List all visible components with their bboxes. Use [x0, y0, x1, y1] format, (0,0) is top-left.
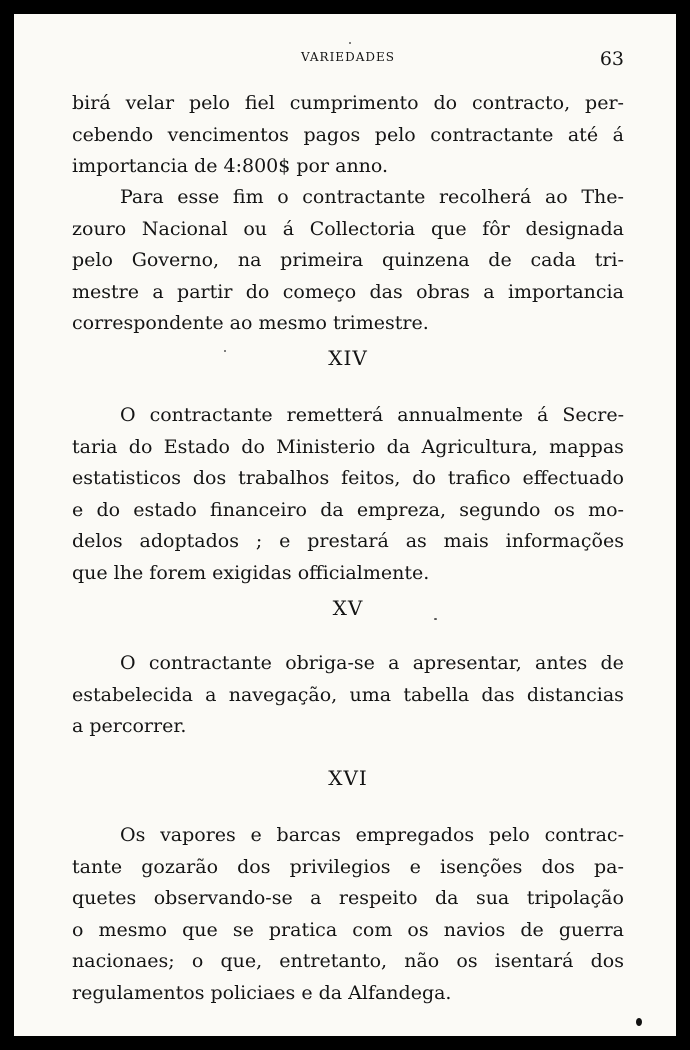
page-number: 63 — [599, 48, 624, 70]
text-line: cebendo vencimentos pagos pelo contractante até á — [72, 123, 624, 146]
ink-speck — [636, 1018, 642, 1026]
text-line: delos adoptados ; e prestará as mais informações — [72, 530, 624, 552]
text-line: pelo Governo, na primeira quinzena de cada tri- — [72, 249, 624, 271]
text-line: mestre a partir do começo das obras a importancia — [72, 280, 624, 303]
text-line: e do estado financeiro da empreza, segundo os mo- — [72, 498, 624, 521]
text-line: zouro Nacional ou á Collectoria que fôr designada — [72, 217, 624, 240]
text-line: O contractante obriga-se a apresentar, antes de — [120, 652, 624, 674]
text-line: Os vapores e barcas empregados pelo contrac- — [120, 824, 624, 846]
paragraph-payment — [72, 182, 624, 340]
text-line: birá velar pelo fiel cumprimento do contracto, per- — [72, 92, 624, 114]
text-line: taria do Estado do Ministerio da Agricultura, mappas — [72, 435, 624, 458]
section-heading-xvi: XVI — [328, 766, 368, 790]
ink-speck — [434, 618, 437, 620]
text-line: tante gozarão dos privilegios e isenções dos pa- — [72, 855, 624, 878]
text-line: estatisticos dos trabalhos feitos, do trafico effectuado — [72, 467, 624, 489]
text-line: O contractante remetterá annualmente á Secre- — [120, 404, 624, 426]
text-line: estabelecida a navegação, uma tabella das distancias — [72, 683, 624, 706]
text-line: a percorrer. — [72, 715, 187, 737]
paragraph-privileges — [72, 820, 624, 1009]
ink-speck — [224, 350, 226, 352]
text-line: regulamentos policiaes e da Alfandega. — [72, 981, 452, 1004]
paragraph-distances — [72, 648, 624, 743]
text-line: importancia de 4:800$ por anno. — [72, 155, 389, 177]
text-line: Para esse fim o contractante recolherá ao The- — [120, 186, 624, 208]
paragraph-continuation — [72, 88, 624, 183]
text-line: o mesmo que se pratica com os navios de guerra — [72, 918, 624, 941]
page-frame — [14, 14, 676, 1036]
ink-speck — [349, 42, 351, 44]
section-heading-xiv: XIV — [328, 346, 368, 370]
paragraph-reports — [72, 400, 624, 589]
section-heading-xv: XV — [332, 596, 364, 620]
text-line: correspondente ao mesmo trimestre. — [72, 312, 429, 334]
text-line: quetes observando-se a respeito da sua tripolação — [72, 887, 624, 909]
page-header — [72, 46, 624, 76]
running-head: VARIEDADES — [301, 50, 395, 64]
text-line: que lhe forem exigidas officialmente. — [72, 561, 430, 584]
text-line: nacionaes; o que, entretanto, não os isentará dos — [72, 950, 624, 972]
